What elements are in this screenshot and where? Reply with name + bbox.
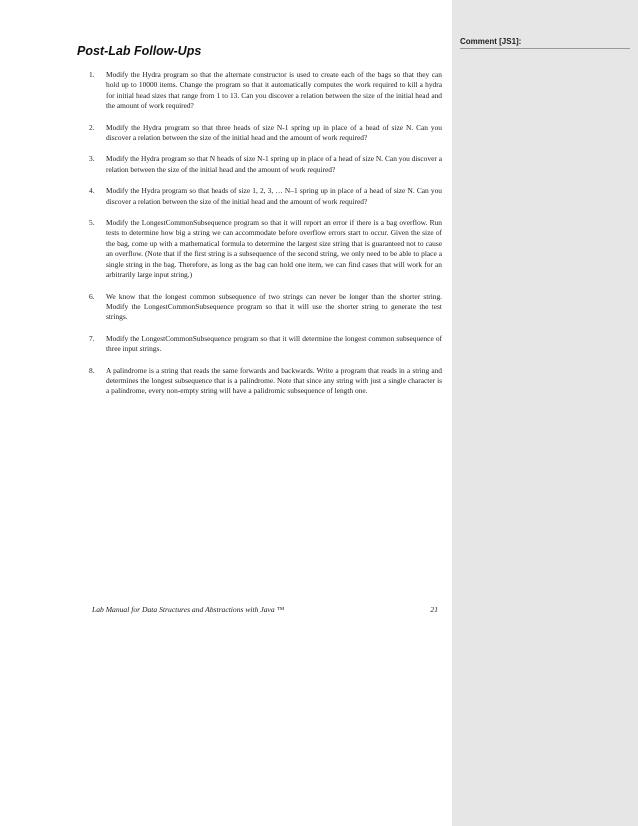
list-item: [89, 70, 442, 112]
item-number: 3.: [89, 154, 95, 164]
list-item: [89, 123, 442, 144]
comment-label[interactable]: Comment [JS1]:: [460, 35, 630, 49]
comment-sidebar: [452, 0, 638, 826]
list-item: [89, 218, 442, 280]
item-text: Modify the Hydra program so that the alternate constructor is used to create each of the bags so that they can hold up to 10000 items. Change the program so that it automatically computes the work required to kill a hydra for initial head sizes that range from 1 to 13. Can you discover a relation between the size of the initial head and the amount of work required?: [106, 70, 442, 111]
item-text: We know that the longest common subsequence of two strings can never be longer than the shorter string. Modify the LongestCommonSubsequence program so that it will use the shorter string to generate the test strings.: [106, 291, 442, 322]
item-number: 1.: [89, 70, 95, 79]
follow-up-list: [89, 70, 442, 408]
item-number: 2.: [89, 122, 95, 132]
list-item: [89, 334, 442, 355]
list-item: [89, 186, 442, 207]
item-text: Modify the Hydra program so that N heads of size N-1 spring up in place of a head of size N. Can you discover a relation between the size of the initial head and the amount of work required?: [106, 154, 442, 174]
item-number: 5.: [89, 218, 95, 228]
list-item: [89, 292, 442, 323]
footer-title: Lab Manual for Data Structures and Abstractions with Java ™: [92, 605, 285, 614]
section-heading: Post-Lab Follow-Ups: [77, 44, 202, 58]
item-number: 4.: [89, 186, 95, 196]
item-number: 8.: [89, 365, 95, 375]
item-text: Modify the LongestCommonSubsequence program so that it will report an error if there is a bag overflow. Run tests to determine how big a string we can accommodate before overflow errors start to occur. Given the size of the bag, come up with a mathematical formula to determine the largest size string that is guaranteed not to cause an overflow. (Note that if the first string is a subsequence of the second string, we only need to be able to place a single string in the bag. Therefore, as long as the bag can hold one item, we can find cases that will work for an arbitrarily large input string.): [106, 218, 442, 280]
item-text: Modify the LongestCommonSubsequence program so that it will determine the longest common subsequence of three input strings.: [106, 333, 442, 354]
page-number: 21: [430, 605, 438, 614]
item-number: 7.: [89, 333, 95, 343]
list-item: [89, 154, 442, 175]
item-text: Modify the Hydra program so that three heads of size N-1 spring up in place of a head of size N. Can you discover a relation between the size of the initial head and the amount of work required?: [106, 122, 442, 143]
item-text: A palindrome is a string that reads the same forwards and backwards. Write a program that reads in a string and determines the longest subsequence that is a palindrome. Note that since any string with just a single character is a palindrome, every non-empty string will have a palidromic subsequence of length one.: [106, 365, 442, 396]
list-item: [89, 366, 442, 397]
item-number: 6.: [89, 291, 95, 301]
item-text: Modify the Hydra program so that heads of size 1, 2, 3, … N–1 spring up in place of a head of size N. Can you discover a relation between the size of the initial head and the amount of work required?: [106, 186, 442, 206]
